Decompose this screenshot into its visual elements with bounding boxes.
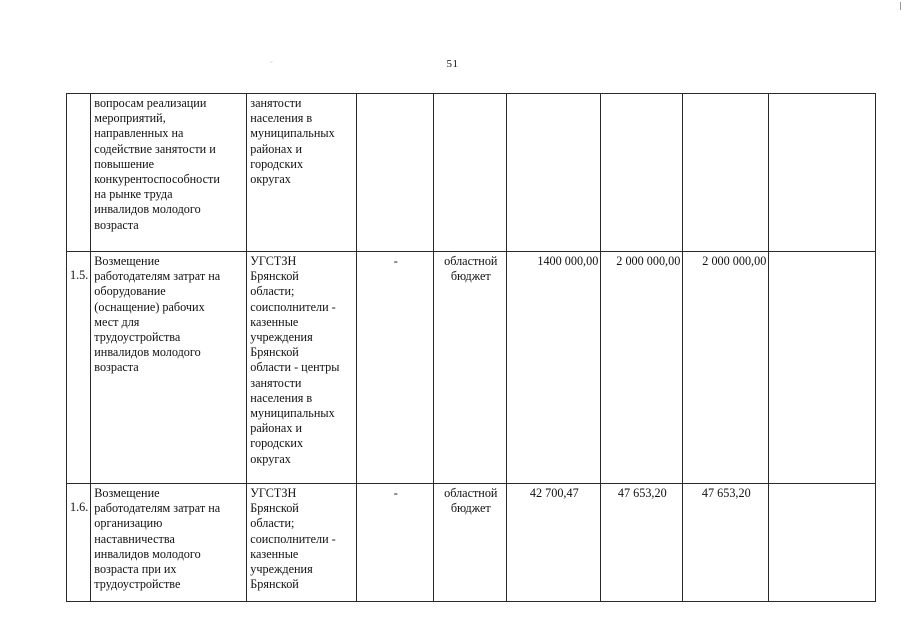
co-executor-cell [357,94,434,252]
indicator-cell [769,252,876,484]
amount-year3-cell: 2 000 000,00 [683,252,769,484]
scan-speck: ˇ [270,60,273,69]
measure-name-cell: Возмещение работодателям затрат на организацию наставничества инвалидов молодого возраста при их трудоустройстве [91,484,247,602]
amount-year1-cell: 1400 000,00 [507,252,601,484]
table-row [67,94,876,252]
funding-source-cell [434,94,507,252]
page-number: 51 [446,58,459,70]
funding-source-cell: областной бюджет [434,484,507,602]
table-row [67,484,876,602]
row-number-cell: 1.6. [67,484,91,602]
amount-year3-cell [683,94,769,252]
responsible-org-cell: УГСТЗН Брянской области; соисполнители - казенные учреждения Брянской области - центры занятости населения в муниципальных районах и городских округах [247,252,357,484]
indicator-cell [769,94,876,252]
co-executor-cell: - [357,252,434,484]
indicator-cell [769,484,876,602]
amount-year2-cell: 47 653,20 [601,484,683,602]
row-number-cell: 1.5. [67,252,91,484]
measures-table [66,93,876,602]
measure-name-cell: вопросам реализации мероприятий, направленных на содействие занятости и повышение конкурентоспособности на рынке труда инвалидов молодого возраста [91,94,247,252]
table-row [67,252,876,484]
measure-name-cell: Возмещение работодателям затрат на оборудование (оснащение) рабочих мест для трудоустройства инвалидов молодого возраста [91,252,247,484]
amount-year2-cell: 2 000 000,00 [601,252,683,484]
responsible-org-cell: занятости населения в муниципальных районах и городских округах [247,94,357,252]
responsible-org-cell: УГСТЗН Брянской области; соисполнители - казенные учреждения Брянской [247,484,357,602]
amount-year1-cell [507,94,601,252]
amount-year3-cell: 47 653,20 [683,484,769,602]
amount-year2-cell [601,94,683,252]
amount-year1-cell: 42 700,47 [507,484,601,602]
scan-edge-mark [900,2,901,10]
row-number-cell [67,94,91,252]
co-executor-cell: - [357,484,434,602]
funding-source-cell: областной бюджет [434,252,507,484]
